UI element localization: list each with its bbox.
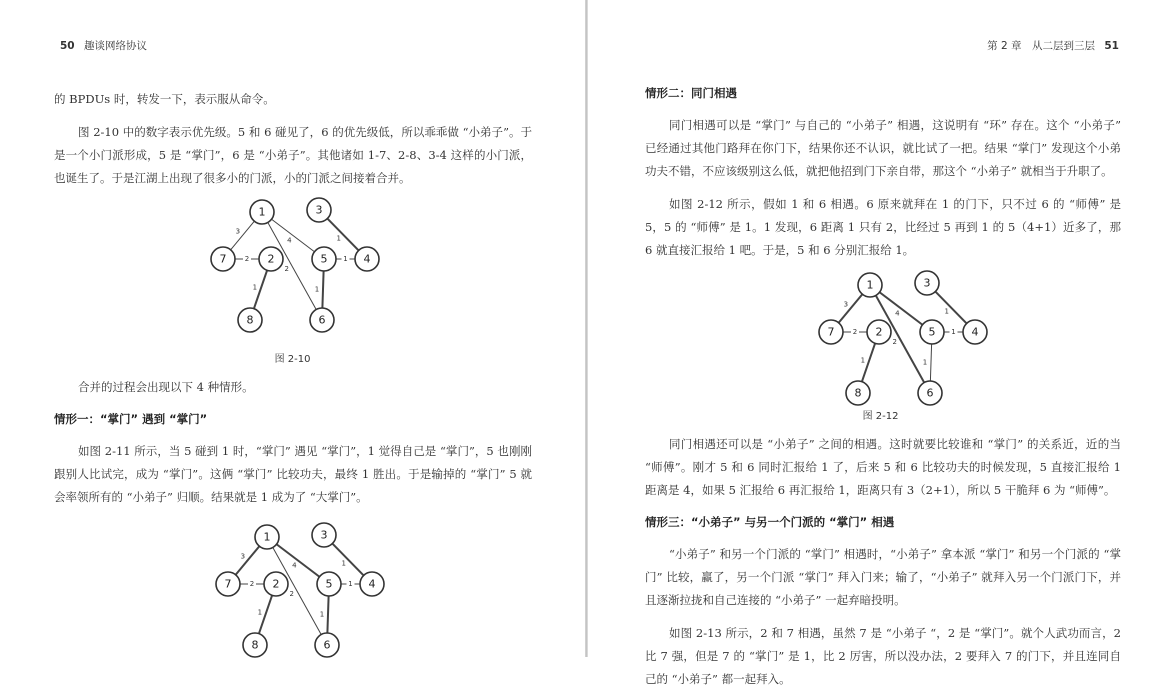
- edge-1-5: [880, 292, 923, 325]
- edge-weight-7-2: 2: [249, 580, 255, 588]
- right-chapter-title: 第 2 章 从二层到三层: [987, 40, 1096, 52]
- edge-weight-7-2: 2: [244, 255, 250, 263]
- figure-2-10-graph: [200, 196, 395, 338]
- edge-5-6: [322, 271, 323, 308]
- edge-weight-1-5: 4: [895, 309, 900, 318]
- left-page-number: 50: [60, 40, 75, 52]
- edge-weight-1-5: 4: [292, 561, 297, 570]
- left-para-4: 如图 2-11 所示，当 5 碰到 1 时，“掌门” 遇见 “掌门”，1 觉得自己是 “掌门”，5 也刚刚跟别人比试完，成为 “掌门”。这俩 “掌门” 比较功夫，最终 1 胜出。于是输掉的 “掌门” 5 就会率领所有的 “小弟子” 归顺。结果就是 1 成为了 “大掌门”。: [54, 444, 532, 504]
- edge-weight-5-4: 1: [348, 580, 353, 588]
- bridge-node-label-2: 2: [267, 252, 275, 266]
- edge-weight-5-4: 1: [343, 255, 348, 263]
- right-page: [588, 0, 1165, 686]
- left-para-3: 合并的过程会出现以下 4 种情形。: [78, 380, 254, 394]
- edge-weight-1-6: 2: [284, 264, 289, 273]
- edge-5-6: [327, 596, 328, 633]
- edge-weight-1-7: 3: [235, 227, 241, 236]
- edge-1-7: [231, 221, 255, 250]
- bridge-node-label-7: 7: [219, 252, 227, 266]
- right-page-number: 51: [1104, 40, 1119, 52]
- bridge-node-label-7: 7: [827, 325, 835, 339]
- right-para-3: 同门相遇还可以是 “小弟子” 之间的相遇。这时就要比较谁和 “掌门” 的关系近，近的当 “师傅”。刚才 5 和 6 同时汇报给 1 了，后来 5 和 6 比较功夫的时候发现，5 直接汇报给 1 距离是 4，如果 5 汇报给 6 再汇报给 1，距离只有 3（2+1），所以 5 干脆拜 6 为 “师傅”。: [645, 437, 1121, 497]
- right-text-block-2: [645, 433, 1121, 691]
- edge-1-5: [277, 544, 320, 577]
- bridge-node-label-6: 6: [926, 386, 934, 400]
- edge-weight-1-6: 2: [892, 337, 897, 346]
- bridge-node-label-3: 3: [315, 203, 323, 217]
- bridge-node-label-3: 3: [320, 528, 328, 542]
- bridge-node-label-4: 4: [971, 325, 979, 339]
- edge-weight-3-4: 1: [944, 307, 949, 316]
- left-page: [0, 0, 585, 657]
- bridge-node-label-5: 5: [325, 577, 333, 591]
- bridge-node-label-3: 3: [923, 276, 931, 290]
- edge-weight-5-4: 1: [951, 328, 956, 336]
- heading-case-2: 情形二：同门相遇: [645, 86, 737, 100]
- edge-weight-3-4: 1: [341, 559, 346, 568]
- edge-weight-1-5: 4: [287, 236, 292, 245]
- bridge-node-label-8: 8: [251, 638, 259, 652]
- bridge-node-label-6: 6: [318, 313, 326, 327]
- bridge-node-label-6: 6: [323, 638, 331, 652]
- bridge-node-label-2: 2: [875, 325, 883, 339]
- right-para-4: “小弟子” 和另一个门派的 “掌门” 相遇时，“小弟子” 拿本派 “掌门” 和另一个门派的 “掌门” 比较，赢了，另一个门派 “掌门” 拜入门来；输了，“小弟子” 就拜入另一个门派门下，并且逐渐拉拢和自己连接的 “小弟子” 一起弃暗投明。: [645, 547, 1121, 607]
- edge-weight-7-2: 2: [852, 328, 858, 336]
- edge-weight-2-8: 1: [252, 283, 258, 292]
- edge-weight-5-6: 1: [922, 358, 928, 367]
- left-book-title: 趣谈网络协议: [83, 40, 147, 52]
- edge-1-5: [272, 219, 315, 252]
- bridge-node-label-1: 1: [263, 530, 271, 544]
- figure-2-12-graph: [808, 269, 1003, 411]
- left-page-header: [54, 38, 147, 53]
- edge-weight-1-6: 2: [289, 589, 294, 598]
- edge-weight-1-7: 3: [843, 300, 849, 309]
- right-para-2: 如图 2-12 所示，假如 1 和 6 相遇。6 原来就拜在 1 的门下，只不过 6 的 “师傅” 是 5，5 的 “师傅” 是 1。1 发现，6 距离 1 只有 2，比经过 5 再到 1 的 5（4+1）近多了，那 6 就直接汇报给 1 吧。于是，5 和 6 分别汇报给 1。: [645, 197, 1121, 257]
- heading-case-1: 情形一：“掌门” 遇到 “掌门”: [54, 412, 208, 426]
- left-text-block-1: [54, 88, 532, 190]
- bridge-node-label-2: 2: [272, 577, 280, 591]
- edge-weight-1-7: 3: [240, 552, 246, 561]
- bridge-node-label-8: 8: [854, 386, 862, 400]
- right-page-header: [987, 38, 1119, 53]
- left-para-2: 图 2-10 中的数字表示优先级。5 和 6 碰见了，6 的优先级低，所以乖乖做 “小弟子”。于是一个小门派形成，5 是 “掌门”，6 是 “小弟子”。其他诸如 1-7、2-8、3-4 这样的小门派，也诞生了。于是江湖上出现了很多小的门派，小的门派之间接着合并。: [54, 125, 532, 185]
- edge-5-6: [930, 344, 931, 381]
- left-para-1: 的 BPDUs 时，转发一下，表示服从命令。: [54, 92, 275, 106]
- bridge-node-label-1: 1: [866, 278, 874, 292]
- bridge-node-label-7: 7: [224, 577, 232, 591]
- figure-2-10-caption: 图 2-10: [274, 354, 311, 365]
- edge-weight-5-6: 1: [314, 285, 320, 294]
- edge-weight-3-4: 1: [336, 234, 341, 243]
- bridge-node-label-5: 5: [928, 325, 936, 339]
- bridge-node-label-8: 8: [246, 313, 254, 327]
- heading-case-3: 情形三：“小弟子” 与另一个门派的 “掌门” 相遇: [645, 515, 895, 529]
- right-text-block-1: [645, 82, 1121, 262]
- edge-3-4: [935, 292, 966, 324]
- edge-weight-5-6: 1: [319, 610, 325, 619]
- left-text-block-2: [54, 376, 532, 509]
- right-para-1: 同门相遇可以是 “掌门” 与自己的 “小弟子” 相遇，这说明有 “环” 存在。这个 “小弟子” 已经通过其他门路拜在你门下，结果你还不认识，就比试了一把。结果 “掌门” 发现这个小弟功夫不错，不应该级别这么低，就把他招到门下亲自带，那这个 “小弟子” 就相当于升职了。: [645, 118, 1121, 178]
- edge-3-4: [332, 544, 363, 576]
- figure-2-12-caption: 图 2-12: [862, 411, 899, 422]
- right-para-5: 如图 2-13 所示，2 和 7 相遇，虽然 7 是 “小弟子 “，2 是 “掌门”。就个人武功而言，2 比 7 强，但是 7 的 “掌门” 是 1，比 2 厉害，所以没办法，2 要拜入 7 的门下，并且连同自己的 “小弟子” 都一起拜入。: [645, 626, 1121, 686]
- edge-1-7: [236, 546, 260, 575]
- edge-1-7: [839, 294, 863, 323]
- bridge-node-label-1: 1: [258, 205, 266, 219]
- bridge-node-label-5: 5: [320, 252, 328, 266]
- edge-3-4: [327, 219, 358, 251]
- bridge-node-label-4: 4: [368, 577, 376, 591]
- edge-weight-2-8: 1: [860, 356, 866, 365]
- edge-weight-2-8: 1: [257, 608, 263, 617]
- bridge-node-label-4: 4: [363, 252, 371, 266]
- figure-2-11-graph: [205, 521, 400, 663]
